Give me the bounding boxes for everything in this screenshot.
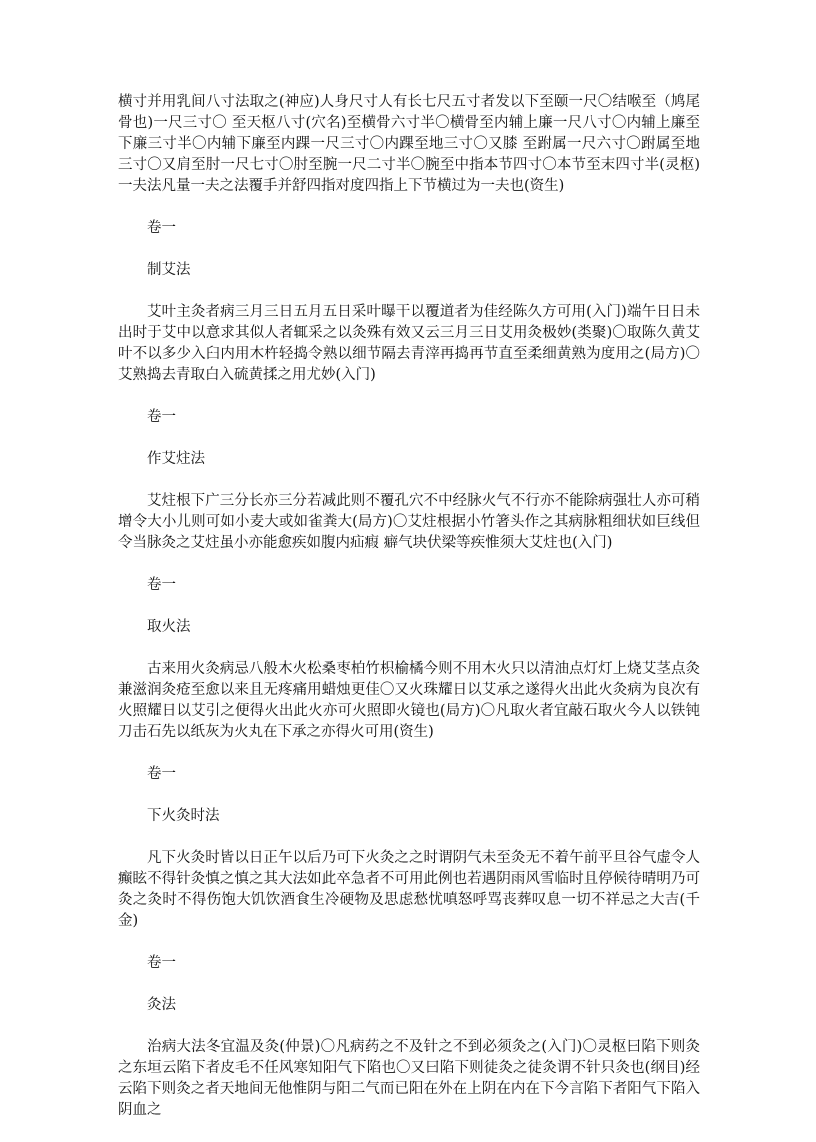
section-heading: 卷一 (147, 220, 176, 236)
body-paragraph: 横寸并用乳间八寸法取之(神应)人身尺寸人有长七尺五寸者发以下至颐一尺〇结喉至（鸠尾骨也)一尺三寸〇 至天枢八寸(穴名)至横骨六寸半〇横骨至内辅上廉一尺八寸〇内辅上廉至下廉三寸半〇内辅下廉至内踝一尺三寸〇内踝至地三寸〇又膝 至跗属一尺六寸〇跗属至地三寸〇又肩至肘一尺七寸〇肘至腕一尺二寸半〇腕至中指本节四寸〇本节至末四寸半(灵枢)一夫法凡量一夫之法覆手并舒四指对度四指上下节横过为一夫也(资生) (118, 94, 700, 194)
body-paragraph: 艾叶主灸者病三月三日五月五日采叶曝干以覆道者为佳经陈久方可用(入门)端午日日未出时于艾中以意求其似人者辄采之以灸殊有效又云三月三日艾用灸极妙(类聚)〇取陈久黄艾叶不以多少入臼内用木杵轻捣令熟以细节隔去青滓再捣再节直至柔细黄熟为度用之(局方)〇艾熟捣去青取白入硫黄揉之用尤妙(入门) (118, 304, 700, 383)
section-heading: 卷一 (147, 409, 176, 425)
body-paragraph: 艾炷根下广三分长亦三分若减此则不覆孔穴不中经脉火气不行亦不能除病强壮人亦可稍增令大小儿则可如小麦大或如雀粪大(局方)〇艾炷根据小竹箸头作之其病脉粗细状如巨线但令当脉灸之艾炷虽小亦能愈疾如腹内疝瘕 癖气块伏梁等疾惟须大艾炷也(入门) (118, 493, 700, 551)
body-paragraph: 治病大法冬宜温及灸(仲景)〇凡病药之不及针之不到必须灸之(入门)〇灵枢曰陷下则灸之东垣云陷下者皮毛不任风寒知阳气下陷也〇又曰陷下则徒灸之徒灸谓不针只灸也(纲目)经云陷下则灸之者天地间无他惟阴与阳二气而已阳在外在上阴在内在下今言陷下者阳气下陷入阴血之 (118, 1039, 700, 1118)
section-heading: 作艾炷法 (147, 451, 205, 467)
body-paragraph: 古来用火灸病忌八般木火松桑枣柏竹枳榆橘今则不用木火只以清油点灯灯上烧艾茎点灸兼滋润灸疮至愈以来且无疼痛用蜡烛更佳〇又火珠耀日以艾承之遂得火出此火灸病为良次有火照耀日以艾引之便得火出此火亦可火照即火镜也(局方)〇凡取火者宜敲石取火今人以铁钝刀击石先以纸灰为火丸在下承之亦得火可用(资生) (118, 661, 700, 740)
section-heading: 取火法 (147, 619, 191, 635)
body-paragraph: 凡下火灸时皆以日正午以后乃可下火灸之之时谓阴气未至灸无不着午前平旦谷气虚令人癫眩不得针灸慎之慎之其大法如此卒急者不可用此例也若遇阴雨风雪临时且停候待晴明乃可灸之灸时不得伤饱大饥饮酒食生冷硬物及思虑愁忧嗔怒呼骂丧葬叹息一切不祥忌之大吉(千金) (118, 850, 700, 929)
section-heading: 灸法 (147, 997, 176, 1013)
document-page (118, 92, 700, 1142)
section-heading: 卷一 (147, 955, 176, 971)
section-heading: 卷一 (147, 766, 176, 782)
section-heading: 卷一 (147, 577, 176, 593)
section-heading: 下火灸时法 (147, 808, 220, 824)
section-heading: 制艾法 (147, 262, 191, 278)
